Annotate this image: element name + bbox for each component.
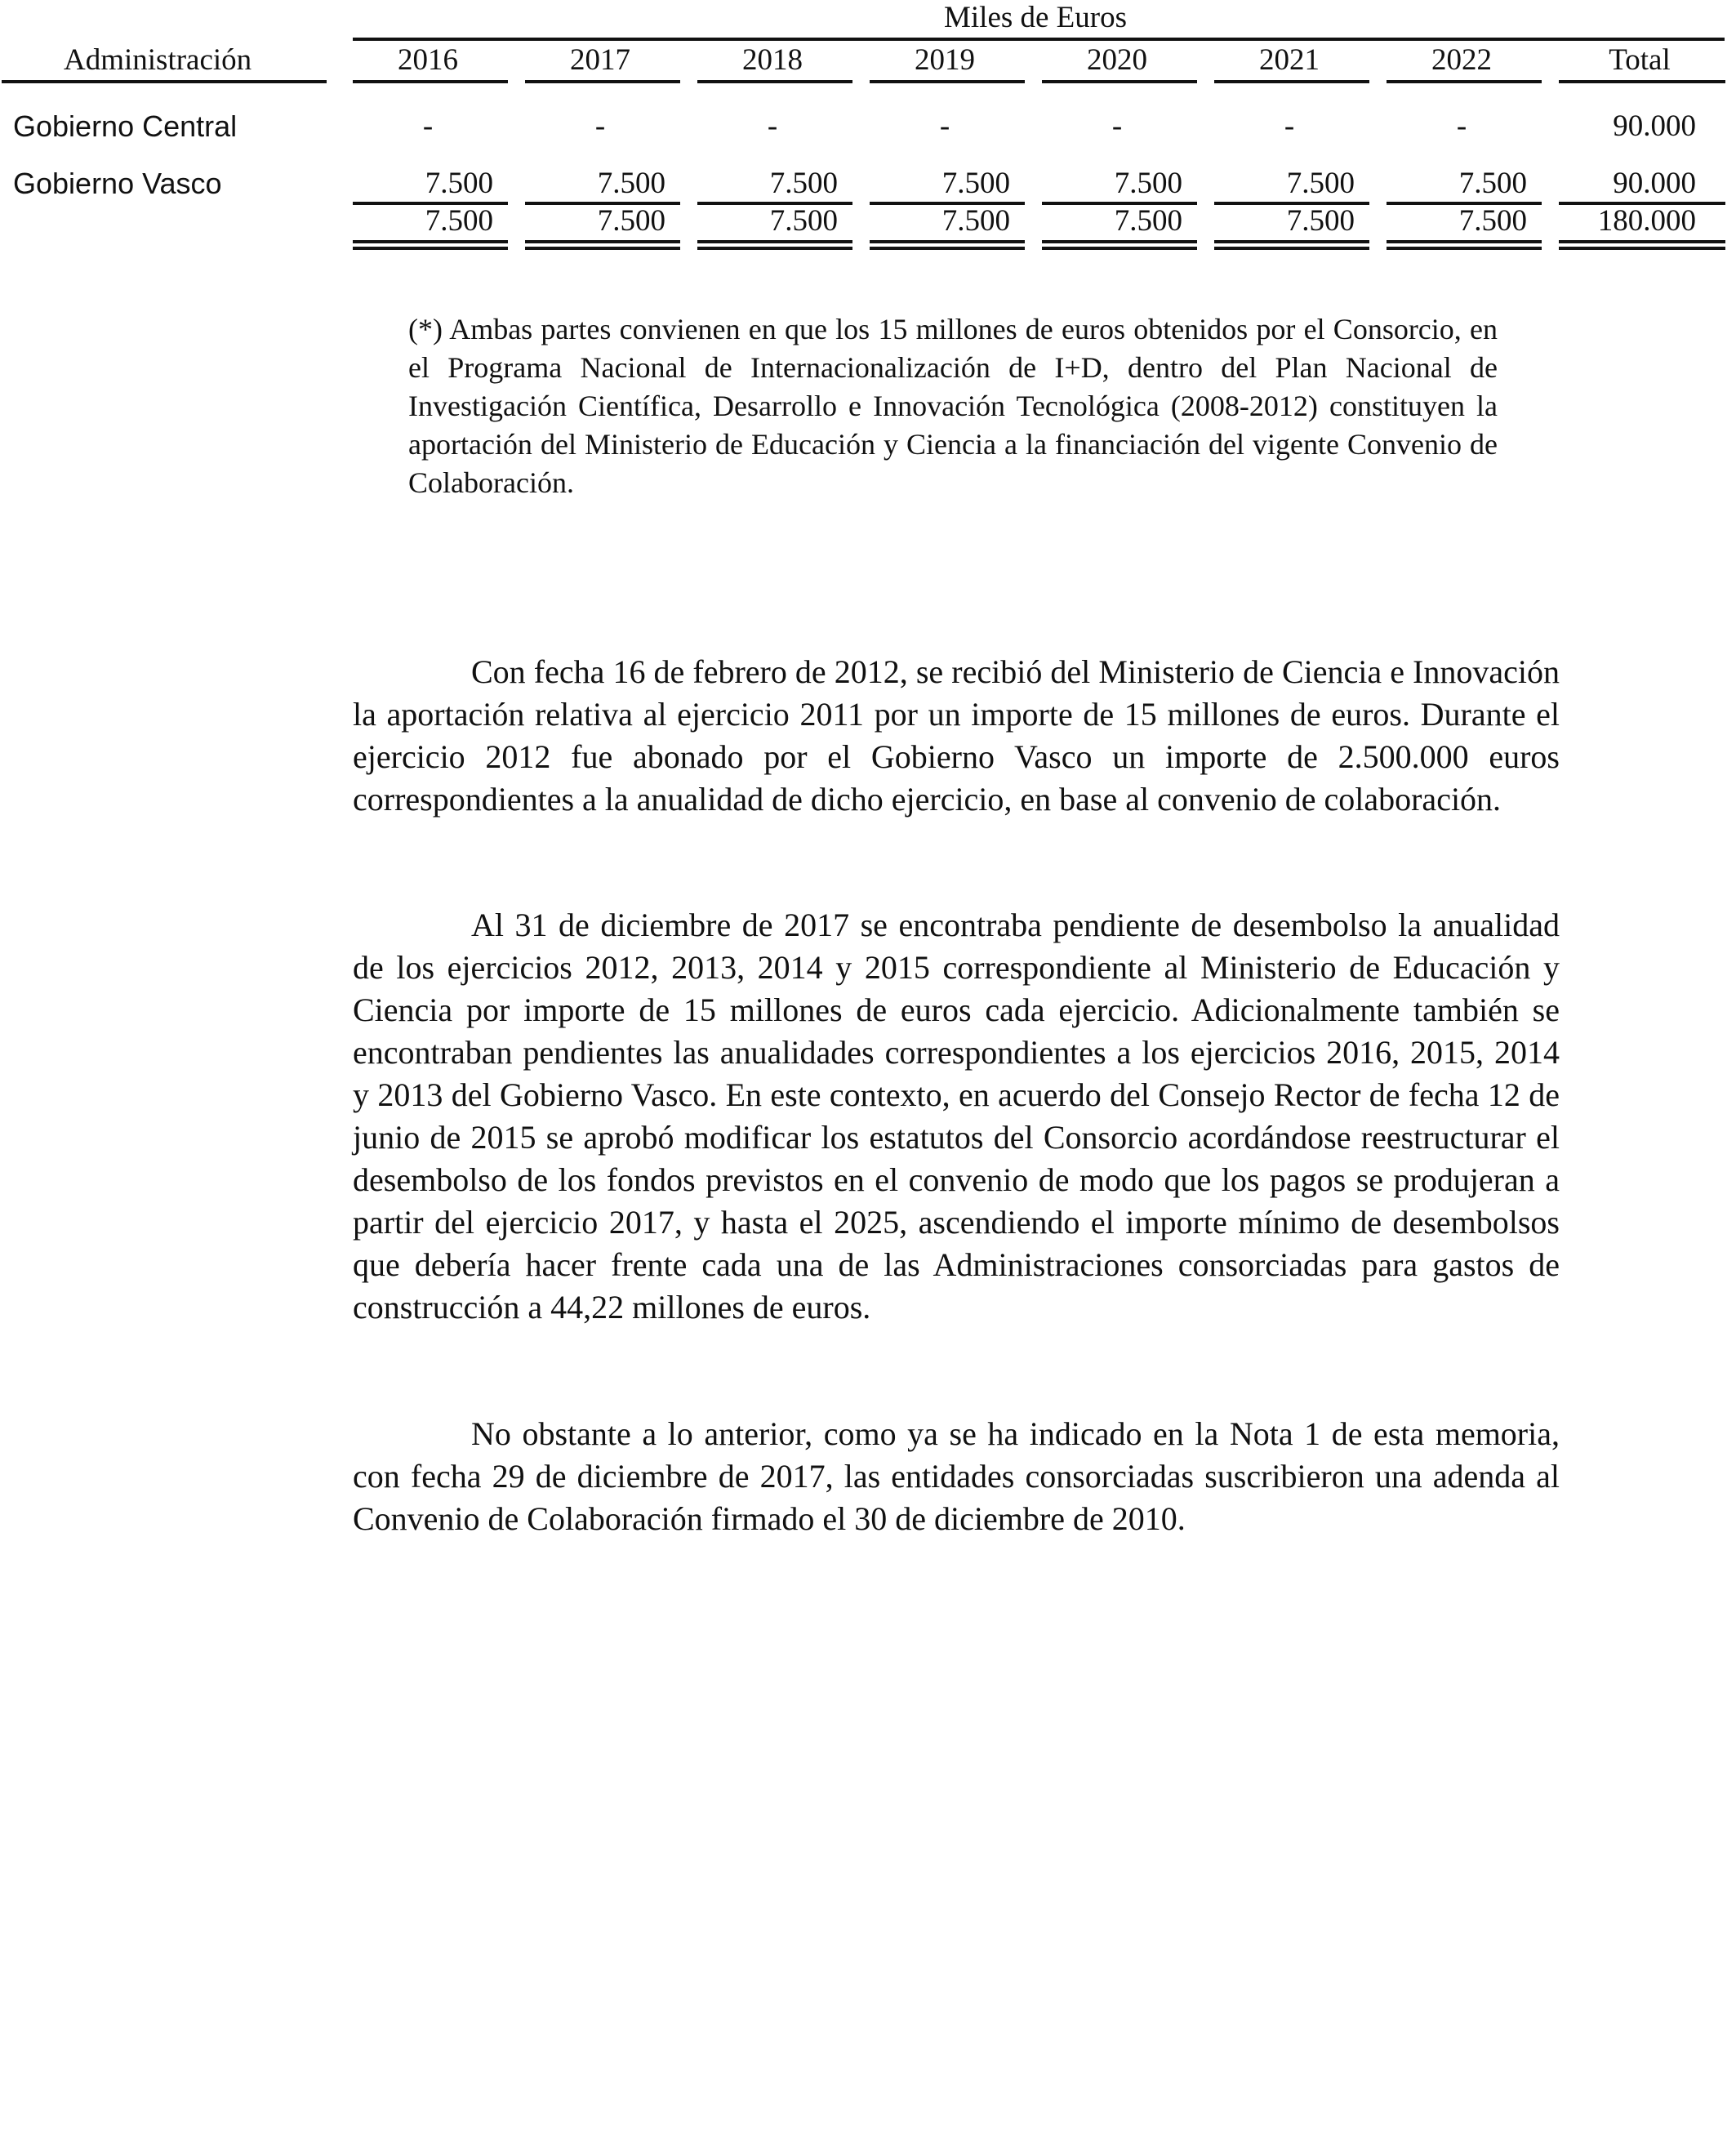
- cell-total: 90.000: [1613, 167, 1696, 200]
- column-header-2018: 2018: [742, 43, 803, 77]
- total-value: 7.500: [1286, 204, 1355, 238]
- cell-value: -: [1111, 109, 1123, 143]
- header-underline: [1559, 80, 1725, 83]
- column-header-2022: 2022: [1431, 43, 1492, 77]
- header-underline: [353, 80, 508, 83]
- cell-value: -: [939, 109, 950, 143]
- cell-value: 7.500: [941, 167, 1010, 200]
- column-header-2021: 2021: [1259, 43, 1320, 77]
- paragraph-desembolso-pendiente: Al 31 de diciembre de 2017 se encontraba pendiente de desembolso la anualidad de los ejercicios 2012, 2013, 2014 y 2015 correspondiente al Ministerio de Educación y Ciencia por importe de 15 millones de euros cada ejercicio. Adicionalmente también se encontraban pendientes las anualidades correspondientes a los ejercicios 2016, 2015, 2014 y 2013 del Gobierno Vasco. En este contexto, en acuerdo del Consejo Rector de fecha 12 de junio de 2015 se aprobó modificar los estatutos del Consorcio acordándose reestructurar el desembolso de los fondos previstos en el convenio de modo que los pagos se produjeran a partir del ejercicio 2017, y hasta el 2025, ascendiendo el importe mínimo de desembolsos que debería hacer frente cada una de las Administraciones consorciadas para gastos de construcción a 44,22 millones de euros.: [353, 907, 1560, 1326]
- cell-value: -: [594, 109, 606, 143]
- header-underline: [1214, 80, 1369, 83]
- total-double-rule: [525, 240, 680, 250]
- total-double-rule: [1214, 240, 1369, 250]
- total-double-rule: [870, 240, 1025, 250]
- cell-value: 7.500: [1458, 167, 1527, 200]
- total-value: 7.500: [1458, 204, 1527, 238]
- total-value: 7.500: [769, 204, 838, 238]
- header-underline: [1387, 80, 1542, 83]
- total-double-rule: [697, 240, 852, 250]
- cell-value: 7.500: [1286, 167, 1355, 200]
- column-header-2017: 2017: [570, 43, 630, 77]
- total-double-rule: [1559, 240, 1725, 250]
- column-header-2020: 2020: [1087, 43, 1147, 77]
- row-label: Gobierno Vasco: [13, 167, 222, 200]
- total-value: 7.500: [1114, 204, 1182, 238]
- cell-value: -: [422, 109, 434, 143]
- header-underline: [870, 80, 1025, 83]
- table-footnote: (*) Ambas partes convienen en que los 15 millones de euros obtenidos por el Consorcio, en el Programa Nacional de Internacionalización de I+D, dentro del Plan Nacional de Investigación Científica, Desarrollo e Innovación Tecnológica (2008-2012) constituyen la aportación del Ministerio de Educación y Ciencia a la financiación del vigente Convenio de Colaboración.: [408, 313, 1498, 499]
- cell-value: 7.500: [1114, 167, 1182, 200]
- cell-value: 7.500: [425, 167, 493, 200]
- total-double-rule: [1387, 240, 1542, 250]
- total-value: 7.500: [597, 204, 665, 238]
- super-header-rule: [353, 38, 1725, 41]
- cell-total: 90.000: [1613, 109, 1696, 143]
- column-header-total: Total: [1609, 43, 1671, 77]
- paragraph-adenda-convenio: No obstante a lo anterior, como ya se ha indicado en la Nota 1 de esta memoria, con fecha 29 de diciembre de 2017, las entidades consorciadas suscribieron una adenda al Convenio de Colaboración firmado el 30 de diciembre de 2010.: [353, 1415, 1560, 1537]
- total-double-rule: [353, 240, 508, 250]
- column-header-2016: 2016: [398, 43, 458, 77]
- header-underline: [2, 80, 327, 83]
- cell-value: -: [1456, 109, 1467, 143]
- cell-value: 7.500: [597, 167, 665, 200]
- header-underline: [1042, 80, 1197, 83]
- table-super-header: Miles de Euros: [943, 1, 1128, 34]
- cell-value: -: [767, 109, 778, 143]
- cell-value: -: [1284, 109, 1295, 143]
- column-header-2019: 2019: [915, 43, 975, 77]
- paragraph-aportacion-2011: Con fecha 16 de febrero de 2012, se recibió del Ministerio de Ciencia e Innovación la aportación relativa al ejercicio 2011 por un importe de 15 millones de euros. Durante el ejercicio 2012 fue abonado por el Gobierno Vasco un importe de 2.500.000 euros correspondientes a la anualidad de dicho ejercicio, en base al convenio de colaboración.: [353, 653, 1560, 818]
- row-label: Gobierno Central: [13, 109, 238, 143]
- total-double-rule: [1042, 240, 1197, 250]
- grand-total-value: 180.000: [1597, 204, 1696, 238]
- total-value: 7.500: [941, 204, 1010, 238]
- header-underline: [697, 80, 852, 83]
- cell-value: 7.500: [769, 167, 838, 200]
- column-header-administracion: Administración: [64, 43, 252, 77]
- total-value: 7.500: [425, 204, 493, 238]
- header-underline: [525, 80, 680, 83]
